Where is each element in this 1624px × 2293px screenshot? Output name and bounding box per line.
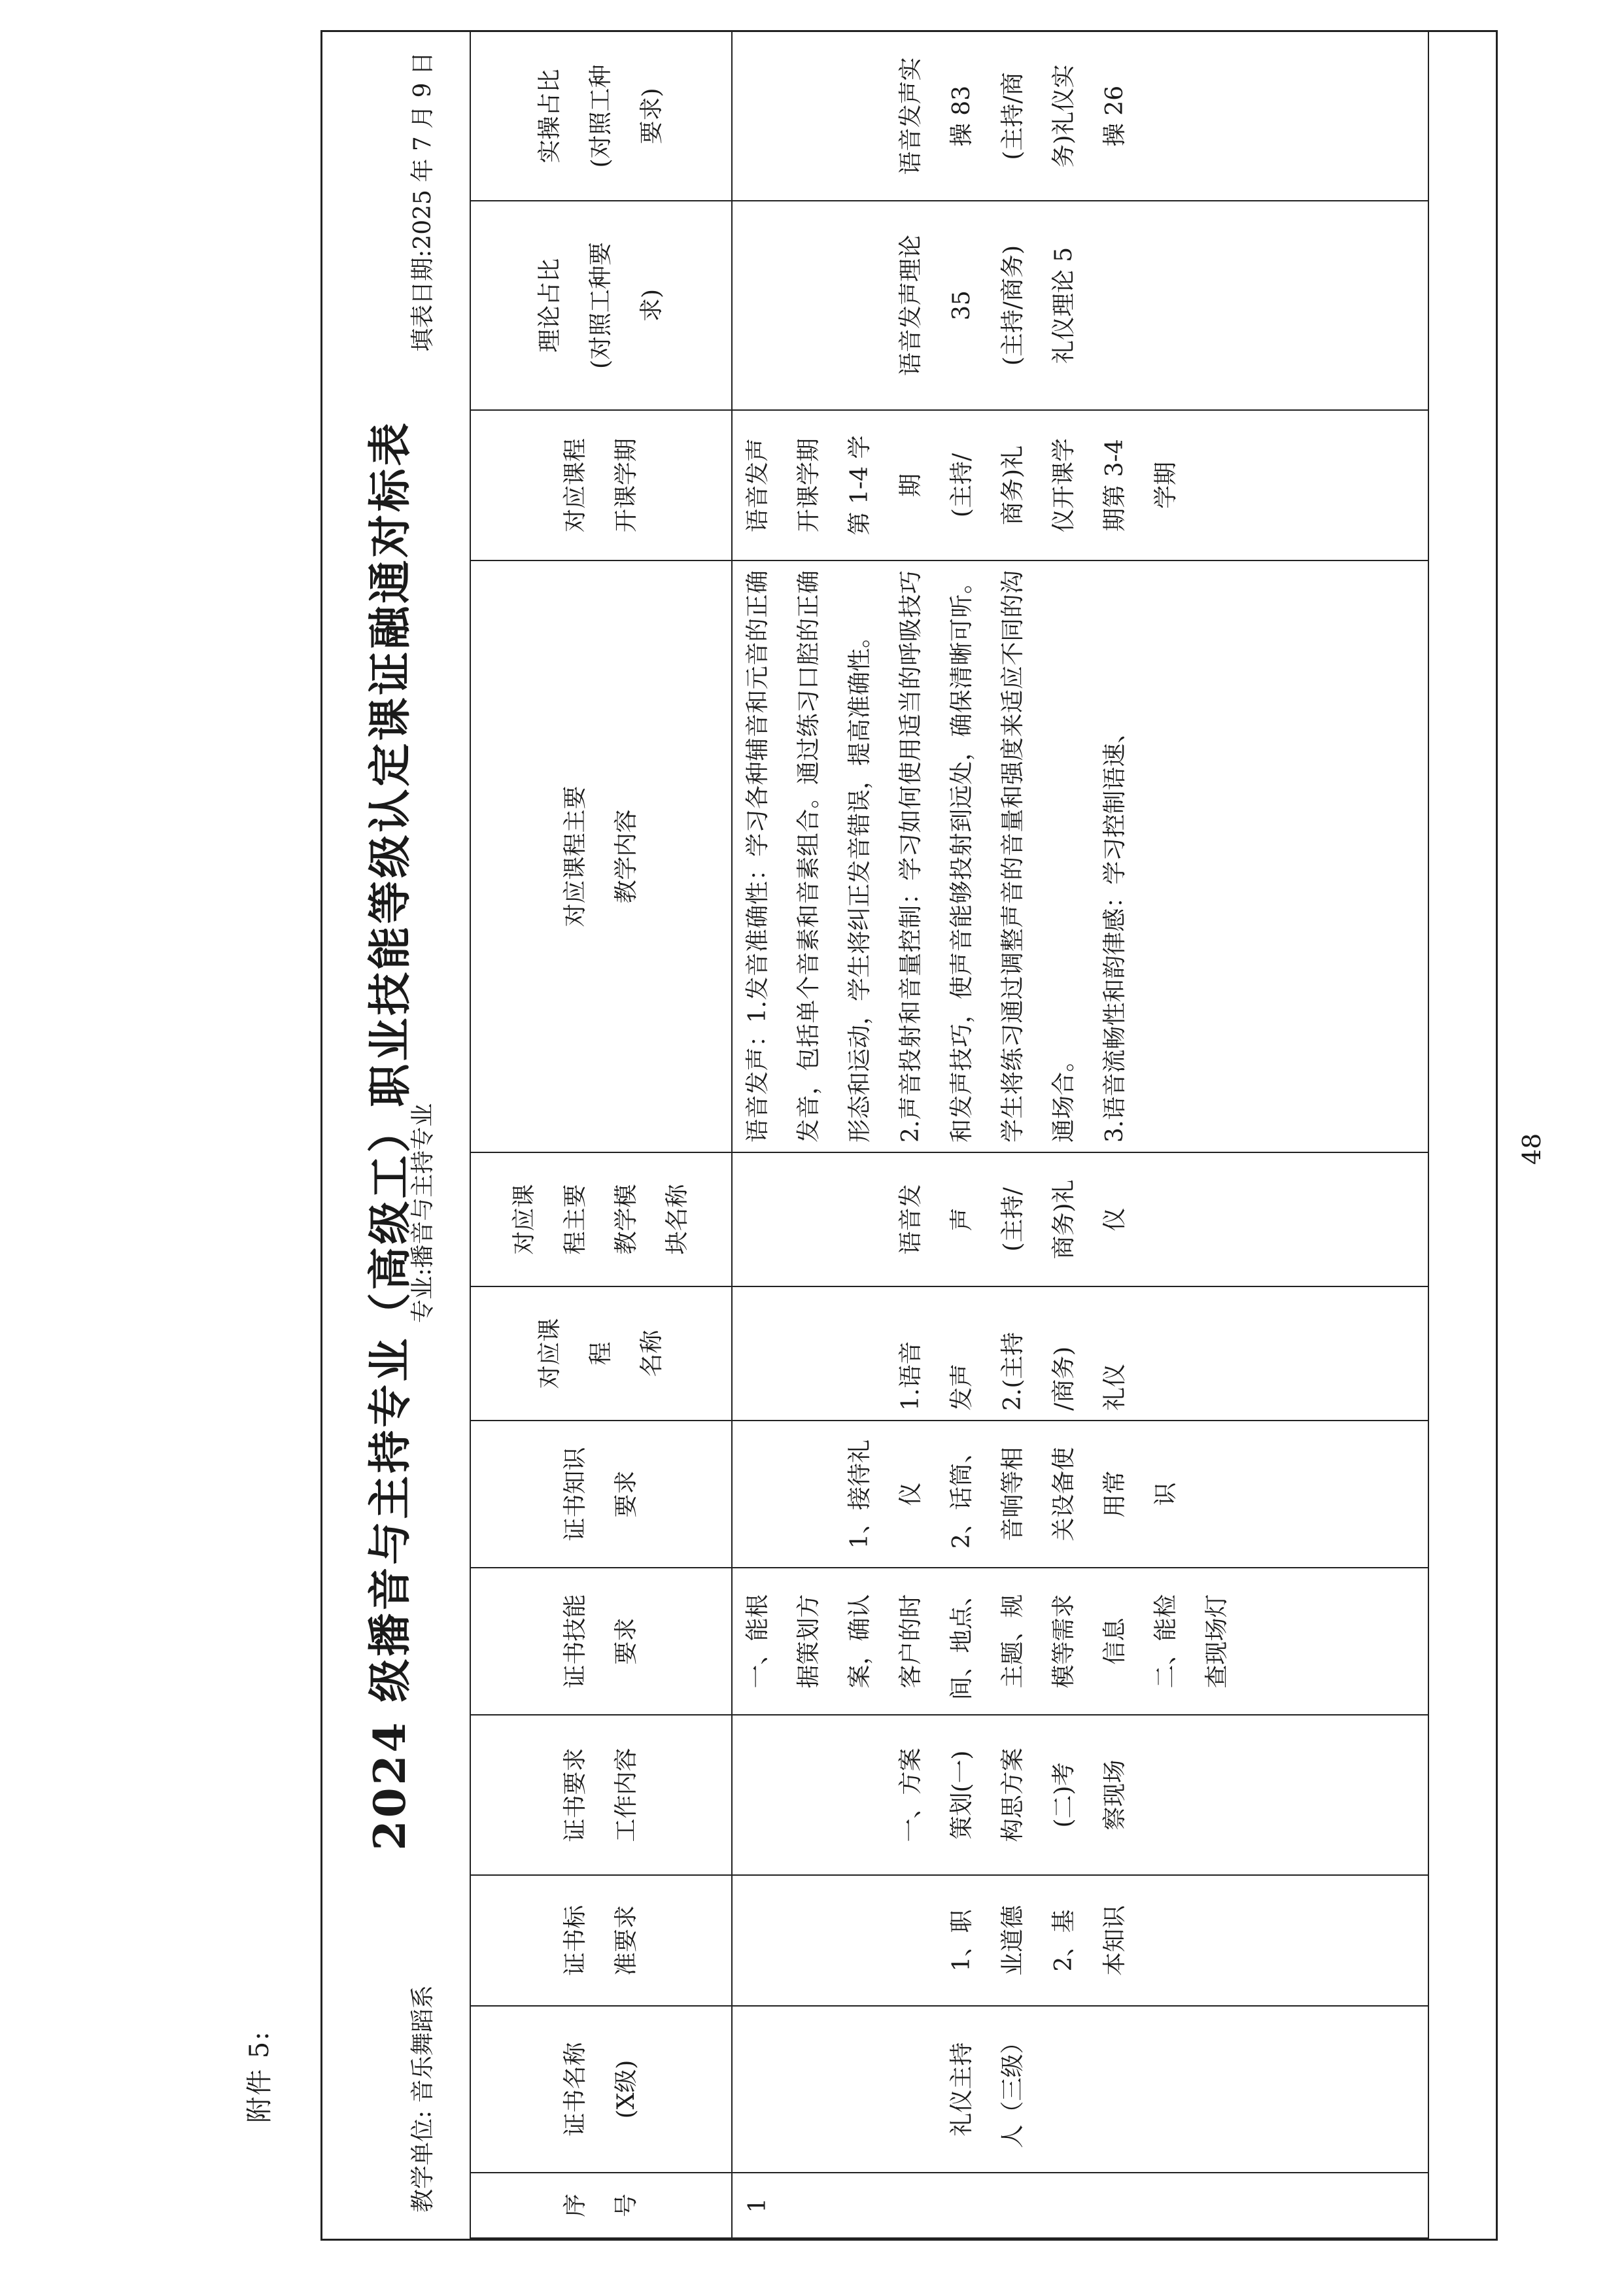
header-cell: 证书知识 要求 <box>470 1421 732 1568</box>
row-number: 1 <box>732 2173 1428 2238</box>
table-frame <box>320 30 1498 2241</box>
teaching-content-cell: 语音发声：1.发音准确性：学习各种辅音和元音的正确发音，包括单个音素和音素组合。通过练习口腔的正确形态和运动，学生将纠正发音错误，提高准确性。 2.声音投射和音量控制：学习如何使用适当的呼吸技巧和发声技巧，使声音能够投射到远处，确保清晰可听。学生将练习通过调整声音的音量和强度来适应不同的沟通场合。 3.语音流畅性和韵律感：学习控制语速、 <box>732 560 1428 1152</box>
header-cell: 序 号 <box>470 2173 732 2238</box>
theory-ratio-cell: 语音发声理论 35 (主持/商务) 礼仪理论 5 <box>732 201 1428 410</box>
mapping-table <box>470 31 1429 2239</box>
course-name-cell: 1.语音 发声 2.(主持 /商务) 礼仪 <box>732 1286 1428 1421</box>
header-cell: 对应课 程 名称 <box>470 1286 732 1421</box>
header-cell: 对应课程主要 教学内容 <box>470 560 732 1152</box>
practice-ratio-cell: 语音发声实 操 83 (主持/商 务)礼仪实 操 26 <box>732 31 1428 201</box>
major-label: 专业:播音与主持专业 <box>409 1103 436 1323</box>
header-row <box>470 31 732 2238</box>
header-cell: 证书标 准要求 <box>470 1875 732 2006</box>
header-cell: 实操占比 (对照工种 要求) <box>470 31 732 201</box>
semester-cell: 语音发声 开课学期 第 1-4 学 期 (主持/ 商务)礼 仪开课学 期第 3-4 学期 <box>732 410 1428 560</box>
attachment-label: 附件 5: <box>245 2030 275 2123</box>
header-cell: 理论占比 (对照工种要 求) <box>470 201 732 410</box>
header-cell: 对应课程 开课学期 <box>470 410 732 560</box>
page-title: 2024 级播音与主持专业（高级工）职业技能等级认定课证融通对标表 <box>364 420 415 1851</box>
cert-standard-cell: 1、职 业道德 2、基 本知识 <box>732 1875 1428 2006</box>
header-cell: 对应课 程主要 教学模 块名称 <box>470 1152 732 1286</box>
course-module-cell: 语音发 声 (主持/ 商务)礼 仪 <box>732 1152 1428 1286</box>
table-row <box>732 31 1428 2238</box>
header-cell: 证书名称 (X级) <box>470 2006 732 2173</box>
header-cell: 证书技能 要求 <box>470 1568 732 1715</box>
teaching-unit: 教学单位: 音乐舞蹈系 <box>409 1985 436 2213</box>
knowledge-requirements-cell: 1、接待礼 仪 2、话筒、 音响等相 关设备使 用常 识 <box>732 1421 1428 1568</box>
cert-name-cell: 礼仪主持 人（三级） <box>732 2006 1428 2173</box>
skill-requirements-cell: 一、能根 据策划方 案，确认 客户的时 间、地点、 主题、规 模等需求 信息 二、能检 查现场灯 <box>732 1568 1428 1715</box>
page-number: 48 <box>1517 1133 1546 1165</box>
fill-date: 填表日期:2025 年 7 月 9 日 <box>409 52 436 352</box>
header-cell: 证书要求 工作内容 <box>470 1715 732 1875</box>
work-content-cell: 一、方案 策划(一) 构思方案 (二)考 察现场 <box>732 1715 1428 1875</box>
